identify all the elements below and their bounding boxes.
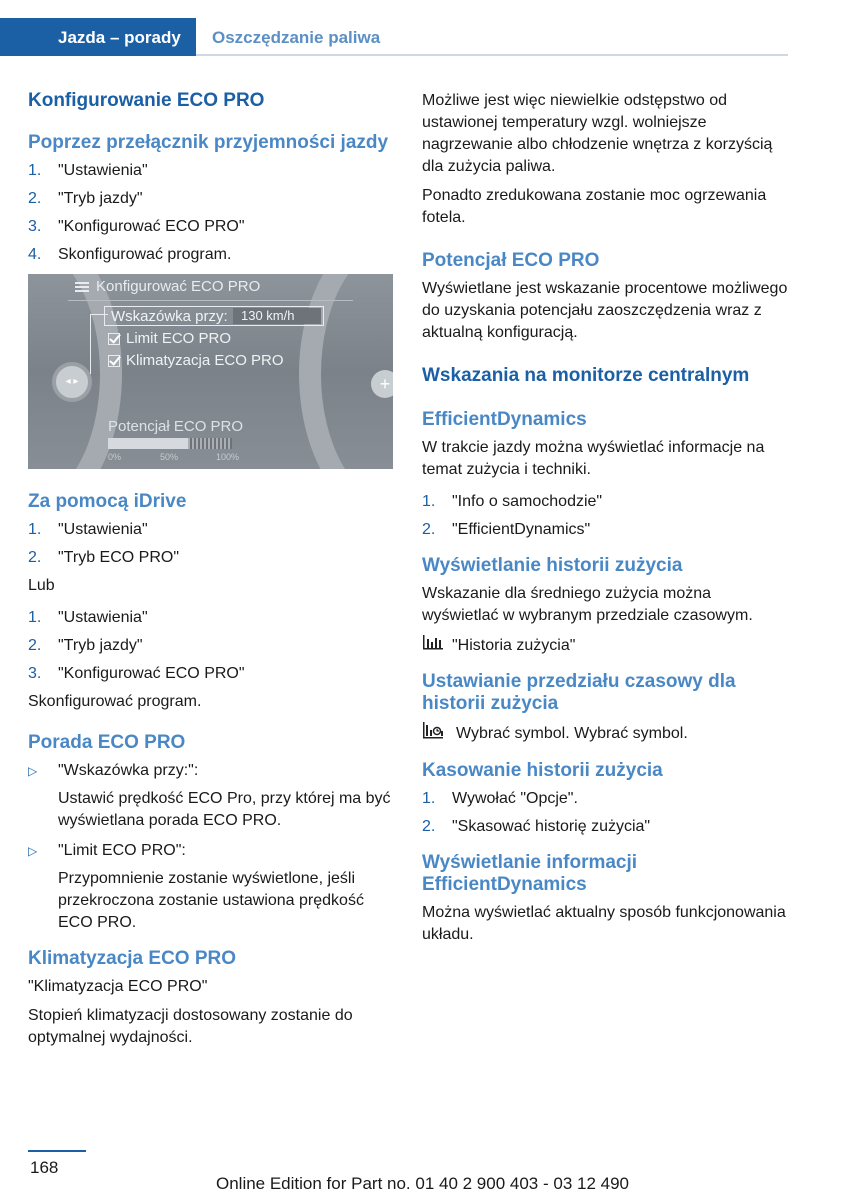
hint-value: 130 km/h [233,308,321,324]
hint-row [104,306,324,326]
ac-text: "Klimatyzacja ECO PRO" [28,978,208,995]
ac-text: Stopień klimatyzacji dostosowany zostanie do optymalnej wydajności. [28,1007,353,1046]
controller-icon: ◂ ▸ [52,362,92,402]
paragraph: Wskazanie dla średniego zużycia można wyświetlać w wybranym przedziale czasowym. [422,585,753,624]
header-rule [196,54,788,56]
heading-info: Wyświetlanie informacji EfficientDynamics [422,852,638,895]
heading-history: Wyświetlanie historii zużycia [422,555,683,576]
potential-bar [108,438,232,449]
or-text: Lub [28,577,55,594]
heading-tip: Porada ECO PRO [28,732,186,753]
list-item: 1. "Ustawienia" [28,162,148,179]
tick-label: 0% [108,452,122,462]
potential-label: Potencjał ECO PRO [108,418,244,435]
idrive-steps-b [28,607,393,685]
screen-title: Konfigurować ECO PRO [74,278,260,295]
list-item: 2. "EfficientDynamics" [422,521,591,538]
header-section: Jazda – porady [36,18,196,56]
page-number: 168 [30,1158,59,1177]
list-item: 2. "Tryb ECO PRO" [28,549,179,566]
list-item: ▷ "Wskazówka przy:": [28,760,393,782]
hint-label: Wskazówka przy: [111,307,228,325]
list-item: ▷ "Limit ECO PRO": [28,840,393,862]
tick-label: 50% [160,452,179,462]
list-item: 3. "Konfigurować ECO PRO" [28,665,245,682]
list-item: 2. "Skasować historię zużycia" [422,818,651,835]
switch-steps [28,160,393,266]
list-item: 4. Skonfigurować program. [28,246,232,263]
option-ac: Klimatyzacja ECO PRO [108,352,284,369]
paragraph: Możliwe jest więc niewielkie odstępstwo od ustawionej temperatury wzgl. wolniejsze nagrzewanie albo chłodzenie wnętrza z korzyścią dla zużycia paliwa. [422,92,773,175]
interval-icon-row: Wybrać symbol. Wybrać symbol. [422,721,790,746]
paragraph: W trakcie jazdy można wyświetlać informacje na temat zużycia i techniki. [422,439,765,478]
idrive-steps-a [28,519,393,569]
tip-sub-text: Przypomnienie zostanie wyświetlone, jeśli przekroczona zostanie ustawiona prędkość ECO PRO. [58,870,364,931]
checkbox-icon [108,355,120,367]
list-item: 2. "Tryb jazdy" [28,190,143,207]
reset-steps [422,788,790,838]
heading-central-monitor: Wskazania na monitorze centralnym [422,365,750,386]
paragraph: Ponadto zredukowana zostanie moc ogrzewania fotela. [422,187,767,226]
edition-text: Online Edition for Part no. 01 40 2 900 403 - 03 12 490 [215,1174,629,1193]
list-item: 3. "Konfigurować ECO PRO" [28,218,245,235]
option-limit: Limit ECO PRO [108,330,231,347]
configure-program-text: Skonfigurować program. [28,693,202,710]
right-column [422,90,790,953]
checkbox-icon [108,333,120,345]
heading-idrive: Za pomocą iDrive [28,491,187,512]
list-item: 1. "Info o samochodzie" [422,493,603,510]
tick-label: 100% [216,452,240,462]
heading-ac: Klimatyzacja ECO PRO [28,948,237,969]
history-interval-icon [422,721,456,746]
heading-efficientdynamics: EfficientDynamics [422,409,587,430]
eco-pro-screen-image [28,274,393,469]
list-item: 1. "Ustawienia" [28,609,148,626]
bar-chart-icon [422,634,452,657]
left-column [28,90,393,1056]
list-item: 1. "Ustawienia" [28,521,148,538]
list-item: 2. "Tryb jazdy" [28,637,143,654]
settings-icon [74,280,90,294]
heading-potential: Potencjał ECO PRO [422,250,600,271]
heading-configure-eco-pro: Konfigurowanie ECO PRO [28,90,265,111]
paragraph: Można wyświetlać aktualny sposób funkcjonowania układu. [422,904,786,943]
heading-reset: Kasowanie historii zużycia [422,760,663,781]
tip-list [28,760,393,934]
header-subsection: Oszczędzanie paliwa [212,28,381,47]
heading-interval: Ustawianie przedziału czasowy dla historii zużycia [422,671,736,714]
list-item: 1. Wywołać "Opcje". [422,790,578,807]
footer-rule [28,1150,86,1152]
triangle-bullet-icon: ▷ [28,764,38,778]
history-icon-row: "Historia zużycia" [422,634,790,657]
tip-sub-text: Ustawić prędkość ECO Pro, przy której ma być wyświetlana porada ECO PRO. [58,790,391,829]
heading-switch: Poprzez przełącznik przyjemności jazdy [28,132,389,153]
triangle-bullet-icon: ▷ [28,844,38,858]
header-accent [0,18,36,56]
ed-steps [422,491,790,541]
paragraph: Wyświetlane jest wskazanie procentowe możliwego do uzyskania potencjału zaoszczędzenia wraz z aktualną konfiguracją. [422,280,788,341]
plus-icon: + [371,370,393,398]
